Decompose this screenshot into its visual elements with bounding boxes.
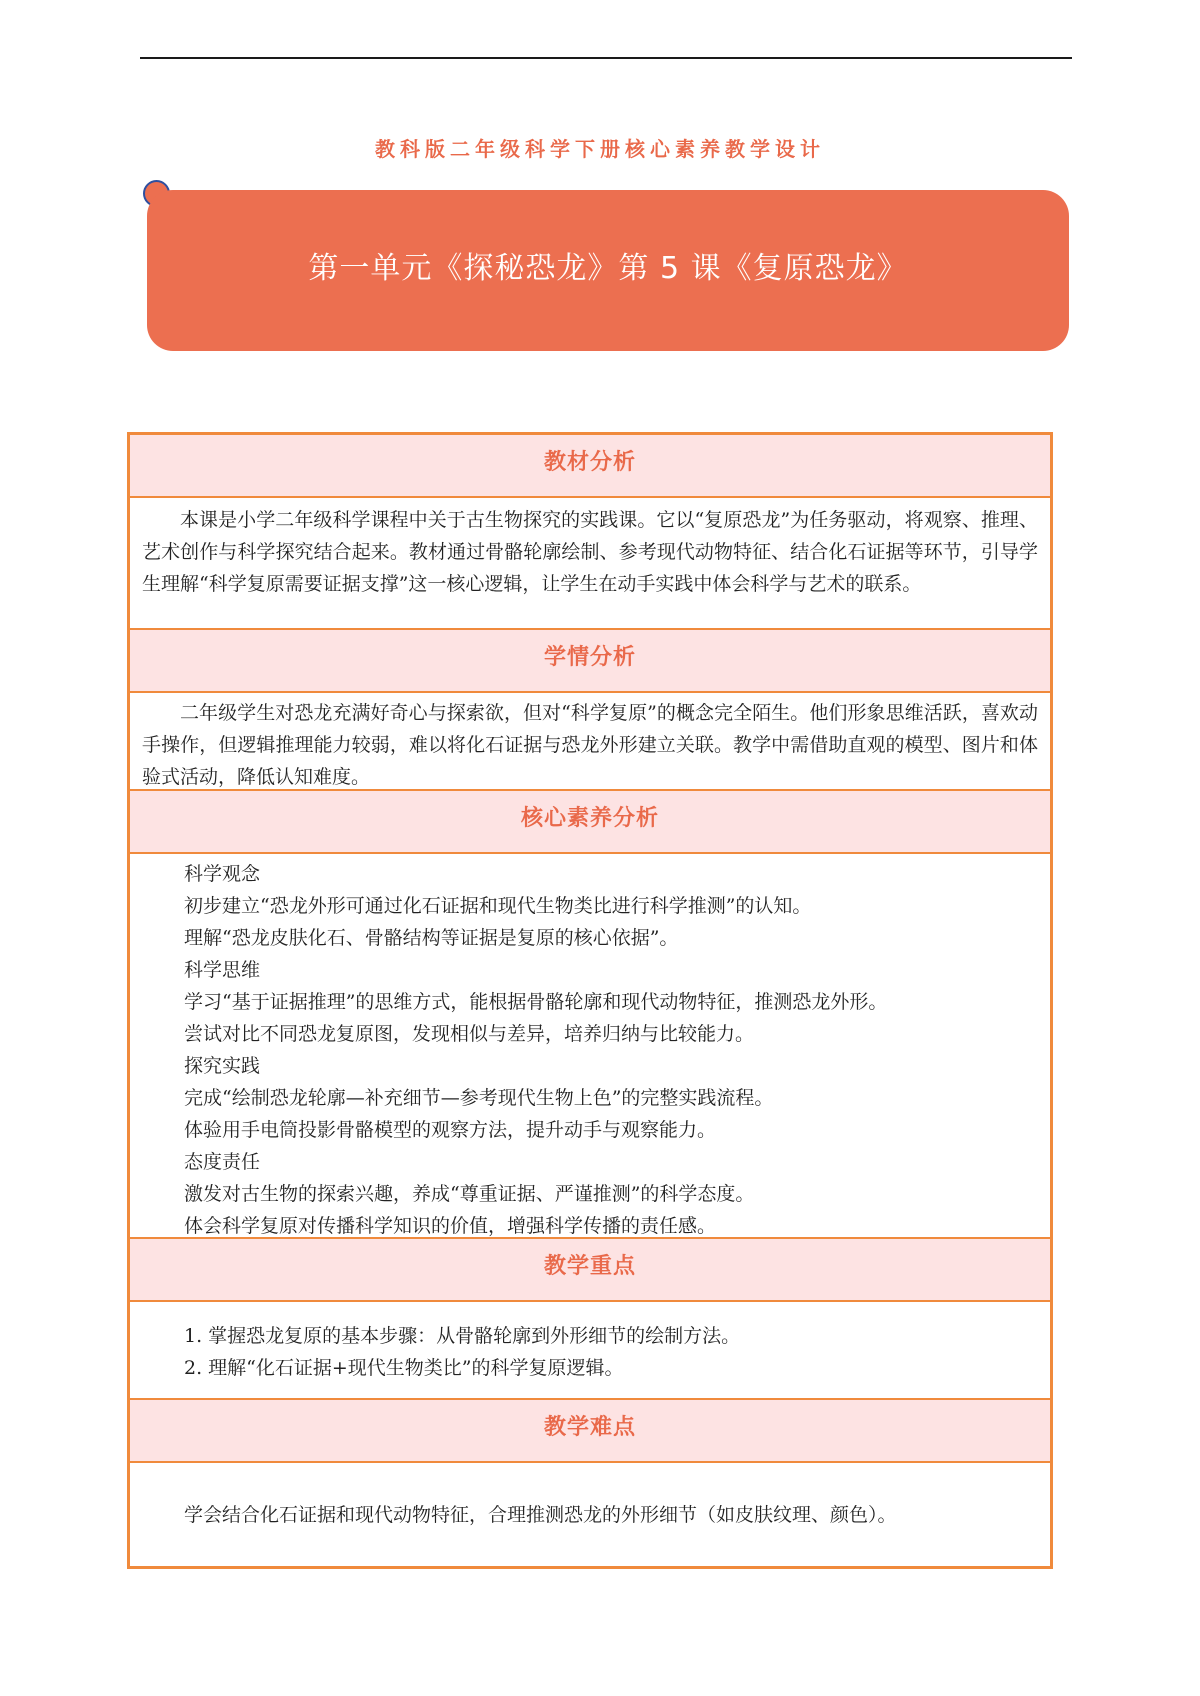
list-item: 1. 掌握恐龙复原的基本步骤：从骨骼轮廓到外形细节的绘制方法。 (184, 1325, 741, 1347)
section-body-textbook-analysis (130, 498, 1050, 630)
section-body-teaching-focus (130, 1302, 1050, 1400)
list-item: 完成“绘制恐龙轮廓—补充细节—参考现代生物上色”的完整实践流程。 (184, 1087, 774, 1109)
paragraph: 二年级学生对恐龙充满好奇心与探索欲，但对“科学复原”的概念完全陌生。他们形象思维活跃，喜欢动手操作，但逻辑推理能力较弱，难以将化石证据与恐龙外形建立关联。教学中需借助直观的模型、图片和体验式活动，降低认知难度。 (142, 702, 1038, 788)
section-heading-text: 学情分析 (543, 645, 636, 670)
section-heading-textbook-analysis (130, 435, 1050, 498)
list-item: 探究实践 (184, 1055, 261, 1077)
top-rule (140, 57, 1072, 59)
list-item: 2. 理解“化石证据+现代生物类比”的科学复原逻辑。 (184, 1357, 624, 1379)
list-item: 体验用手电筒投影骨骼模型的观察方法，提升动手与观察能力。 (184, 1119, 717, 1141)
section-heading-teaching-focus (130, 1239, 1050, 1302)
list-item: 尝试对比不同恐龙复原图，发现相似与差异，培养归纳与比较能力。 (184, 1023, 755, 1045)
section-heading-text: 教材分析 (543, 450, 636, 475)
section-body-learner-analysis (130, 693, 1050, 791)
document-header: 教科版二年级科学下册核心素养教学设计 (375, 137, 825, 161)
section-body-teaching-difficulty (130, 1463, 1050, 1566)
list-item: 科学观念 (184, 863, 261, 885)
section-heading-core-literacy (130, 791, 1050, 854)
section-heading-text: 核心素养分析 (520, 806, 659, 831)
section-body-core-literacy (130, 854, 1050, 1239)
section-heading-learner-analysis (130, 630, 1050, 693)
list-item: 学习“基于证据推理”的思维方式，能根据骨骼轮廓和现代动物特征，推测恐龙外形。 (184, 991, 888, 1013)
list-item: 初步建立“恐龙外形可通过化石证据和现代生物类比进行科学推测”的认知。 (184, 895, 812, 917)
list-item: 理解“恐龙皮肤化石、骨骼结构等证据是复原的核心依据”。 (184, 927, 679, 949)
lesson-title: 第一单元《探秘恐龙》第 5 课《复原恐龙》 (308, 250, 908, 286)
list-item: 体会科学复原对传播科学知识的价值，增强科学传播的责任感。 (184, 1215, 717, 1237)
paragraph: 本课是小学二年级科学课程中关于古生物探究的实践课。它以“复原恐龙”为任务驱动，将观察、推理、艺术创作与科学探究结合起来。教材通过骨骼轮廓绘制、参考现代动物特征、结合化石证据等环节，引导学生理解“科学复原需要证据支撑”这一核心逻辑，让学生在动手实践中体会科学与艺术的联系。 (142, 509, 1038, 595)
list-item: 学会结合化石证据和现代动物特征，合理推测恐龙的外形细节（如皮肤纹理、颜色）。 (184, 1504, 897, 1526)
list-item: 激发对古生物的探索兴趣，养成“尊重证据、严谨推测”的科学态度。 (184, 1183, 755, 1205)
list-item: 科学思维 (184, 959, 261, 981)
lesson-banner (147, 190, 1069, 351)
section-heading-text: 教学重点 (543, 1254, 636, 1279)
section-heading-teaching-difficulty (130, 1400, 1050, 1463)
section-heading-text: 教学难点 (543, 1415, 636, 1440)
lesson-design-table (127, 432, 1053, 1569)
list-item: 态度责任 (184, 1151, 261, 1173)
